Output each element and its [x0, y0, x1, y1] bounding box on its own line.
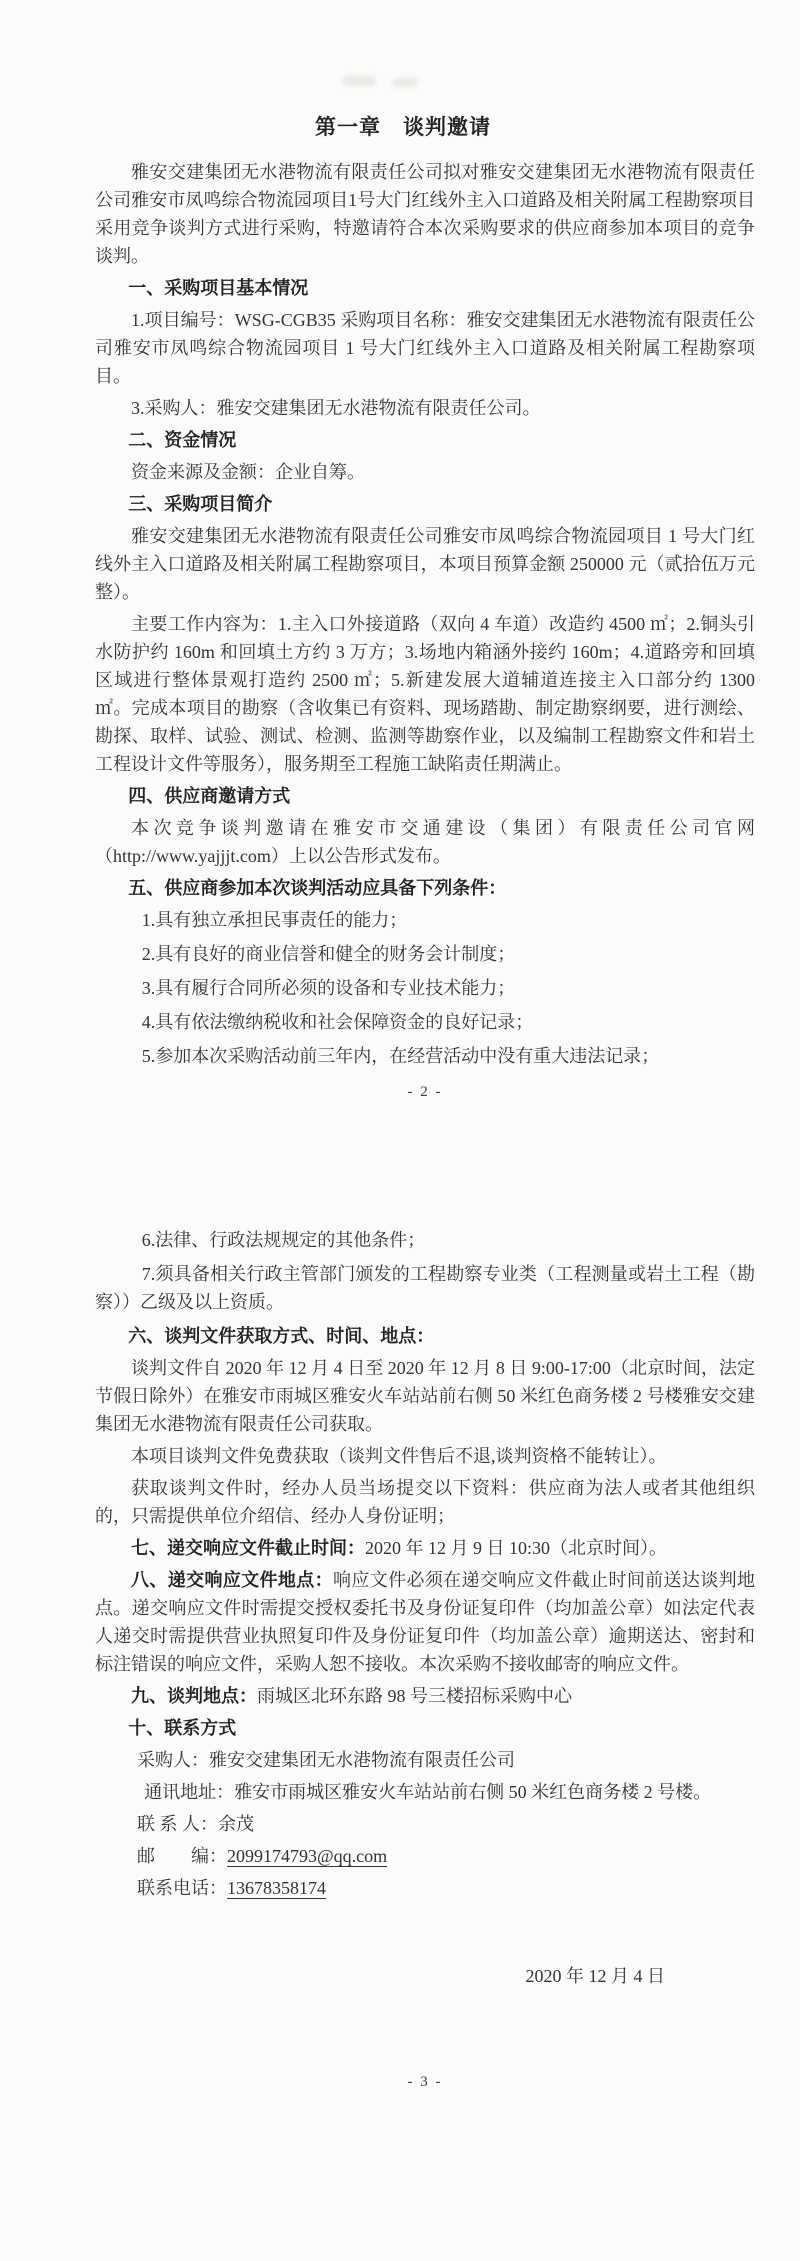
- section-7-line: [95, 1534, 755, 1562]
- section-2-heading: 二、资金情况: [128, 430, 237, 450]
- signature-date: 2020 年 12 月 4 日: [525, 1966, 665, 1986]
- chapter-title: 第一章 谈判邀请: [315, 115, 491, 139]
- section-1-heading: 一、采购项目基本情况: [128, 278, 309, 298]
- section-7-label: 七、递交响应文件截止时间：: [131, 1538, 365, 1558]
- funding-source-text: 资金来源及金额：企业自筹。: [131, 462, 365, 482]
- deadline-text: 2020 年 12 月 9 日 10:30（北京时间）。: [365, 1538, 667, 1558]
- scan-artifact: [392, 78, 418, 87]
- condition-item-7: 7.须具备相关行政主管部门颁发的工程勘察专业类（工程测量或岩土工程（勘察））乙级及以上资质。: [95, 1264, 755, 1312]
- free-obtain-paragraph: 本项目谈判文件免费获取（谈判文件售后不退,谈判资格不能转让）。: [131, 1446, 667, 1466]
- contact-person-label: 联 系 人：: [137, 1814, 218, 1834]
- section-8-label: 八、递交响应文件地点：: [131, 1570, 333, 1590]
- section-9-line: [95, 1682, 755, 1710]
- contact-person-value: 余茂: [218, 1814, 254, 1834]
- project-number-item: 1.项目编号：WSG-CGB35 采购项目名称：雅安交建集团无水港物流有限责任公司雅安市凤鸣综合物流园项目 1 号大门红线外主入口道路及相关附属工程勘察项目。: [95, 310, 755, 386]
- condition-item-1: 1.具有独立承担民事责任的能力；: [141, 910, 408, 930]
- contact-email-value: 2099174793@qq.com: [227, 1846, 388, 1866]
- condition-item-3: 3.具有履行合同所必须的设备和专业技术能力；: [141, 978, 516, 998]
- document-obtain-paragraph: 谈判文件自 2020 年 12 月 4 日至 2020 年 12 月 8 日 9:00-17:00（北京时间，法定节假日除外）在雅安市雨城区雅安火车站站前右侧 50 米红色商务楼 2 号楼雅安交建集团无水港物流有限责任公司获取。: [95, 1358, 755, 1434]
- contact-address-value: 雅安市雨城区雅安火车站站前右侧 50 米红色商务楼 2 号楼。: [234, 1782, 712, 1802]
- page-number-3: - 3 -: [407, 2074, 443, 2090]
- contact-address-label: 通讯地址：: [144, 1782, 235, 1802]
- condition-item-5: 5.参加本次采购活动前三年内，在经营活动中没有重大违法记录；: [141, 1046, 660, 1066]
- intro-paragraph: 雅安交建集团无水港物流有限责任公司拟对雅安交建集团无水港物流有限责任公司雅安市凤鸣综合物流园项目1号大门红线外主入口道路及相关附属工程勘察项目采用竞争谈判方式进行采购，特邀请符合本次采购要求的供应商参加本项目的竞争谈判。: [95, 162, 755, 266]
- scan-artifact: [342, 76, 376, 86]
- contact-address-line: [137, 1778, 755, 1806]
- contact-block: [137, 1746, 755, 1902]
- section-5-heading: 五、供应商参加本次谈判活动应具备下列条件：: [128, 878, 507, 898]
- work-content-paragraph: 主要工作内容为：1.主入口外接道路（双向 4 车道）改造约 4500 ㎡；2.铜头引水防护约 160m 和回填土方约 3 万方；3.场地内箱涵外接约 160m；4.道路旁和回填区域进行整体景观打造约 2500 ㎡；5.新建发展大道辅道连接主入口部分约 1300 ㎡。完成本项目的勘察（含收集已有资料、现场踏勘、制定勘察纲要，进行测绘、勘探、取样、试验、测试、检测、监测等勘察作业，以及编制工程勘察文件和岩土工程设计文件等服务），服务期至工程施工缺陷责任期满止。: [95, 614, 755, 774]
- contact-phone-value: 13678358174: [227, 1878, 326, 1898]
- announcement-paragraph: 本次竞争谈判邀请在雅安市交通建设（集团）有限责任公司官网（http://www.yajjjt.com）上以公告形式发布。: [95, 818, 755, 866]
- condition-item-2: 2.具有良好的商业信誉和健全的财务会计制度；: [141, 944, 516, 964]
- section-9-label: 九、谈判地点：: [131, 1686, 257, 1706]
- section-4-heading: 四、供应商邀请方式: [128, 786, 291, 806]
- contact-email-line: [137, 1842, 755, 1870]
- negotiation-place-text: 雨城区北环东路 98 号三楼招标采购中心: [257, 1686, 572, 1706]
- submission-place-text: 响应文件必须在递交响应文件截止时间前送达谈判地点。递交响应文件时需提交授权委托书及身份证复印件（均加盖公章）如法定代表人递交时需提供营业执照复印件及身份证复印件（均加盖公章）逾期送达、密封和标注错误的响应文件，采购人恕不接收。本次采购不接收邮寄的响应文件。: [95, 1570, 755, 1674]
- section-3-heading: 三、采购项目简介: [128, 494, 273, 514]
- contact-purchaser-value: 雅安交建集团无水港物流有限责任公司: [209, 1750, 515, 1770]
- contact-person-line: [137, 1810, 755, 1838]
- section-8-paragraph: [95, 1566, 755, 1678]
- condition-item-6: 6.法律、行政法规规定的其他条件；: [141, 1230, 426, 1250]
- page-number-2: - 2 -: [407, 1084, 443, 1100]
- budget-paragraph: 雅安交建集团无水港物流有限责任公司雅安市凤鸣综合物流园项目 1 号大门红线外主入口道路及相关附属工程勘察项目，本项目预算金额 250000 元（贰拾伍万元整）。: [95, 526, 755, 602]
- obtain-materials-paragraph: 获取谈判文件时，经办人员当场提交以下资料：供应商为法人或者其他组织的，只需提供单位介绍信、经办人身份证明；: [95, 1478, 755, 1526]
- section-6-heading: 六、谈判文件获取方式、时间、地点：: [128, 1326, 435, 1346]
- section-10-heading: 十、联系方式: [128, 1718, 237, 1738]
- contact-purchaser-label: 采购人：: [137, 1750, 209, 1770]
- contact-phone-line: [137, 1874, 755, 1902]
- contact-purchaser-line: [137, 1746, 755, 1774]
- purchaser-item: 3.采购人：雅安交建集团无水港物流有限责任公司。: [131, 398, 541, 418]
- condition-item-4: 4.具有依法缴纳税收和社会保障资金的良好记录；: [141, 1012, 534, 1032]
- contact-email-label: 邮 编：: [137, 1846, 227, 1866]
- contact-phone-label: 联系电话：: [137, 1878, 227, 1898]
